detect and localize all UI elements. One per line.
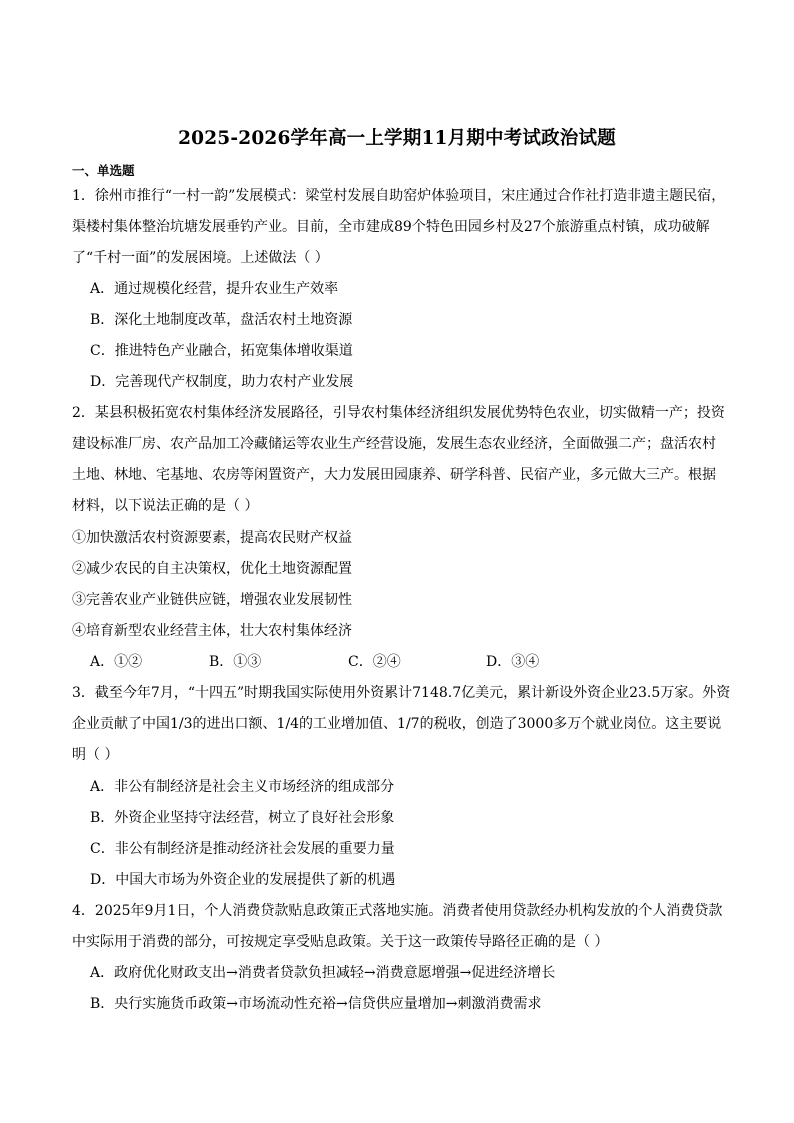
q4-stem-line: 中实际用于消费的部分，可按规定享受贴息政策。关于这一政策传导路径正确的是（ ） — [72, 934, 609, 950]
q4-stem-line: 4．2025年9月1日，个人消费贷款贴息政策正式落地实施。消费者使用贷款经办机构发放的个人消费贷款 — [72, 903, 723, 919]
q4-option-b: B．央行实施货币政策→市场流动性充裕→信贷供应量增加→刺激消费需求 — [90, 996, 542, 1012]
q4-option-a: A．政府优化财政支出→消费者贷款负担减轻→消费意愿增强→促进经济增长 — [90, 965, 556, 981]
q2-item-3: ③完善农业产业链供应链，增强农业发展韧性 — [72, 592, 352, 608]
q3-option-d: D．中国大市场为外资企业的发展提供了新的机遇 — [90, 872, 396, 888]
q3-option-b: B．外资企业坚持守法经营，树立了良好社会形象 — [90, 810, 395, 826]
q2-stem-line: 材料，以下说法正确的是（ ） — [72, 498, 259, 514]
q2-stem-line: 建设标准厂房、农产品加工冷藏储运等农业生产经营设施，发展生态农业经济，全面做强二产；盘活农村 — [72, 436, 716, 452]
q2-item-4: ④培育新型农业经营主体，壮大农村集体经济 — [72, 623, 352, 639]
q3-stem-line: 企业贡献了中国1/3的进出口额、1/4的工业增加值、1/7的税收，创造了3000多万个就业岗位。这主要说 — [72, 716, 722, 732]
q1-option-c: C．推进特色产业融合，拓宽集体增收渠道 — [90, 343, 353, 359]
q2-stem-line: 2．某县积极拓宽农村集体经济发展路径，引导农村集体经济组织发展优势特色农业，切实做精一产；投资 — [72, 405, 725, 421]
q2-item-2: ②减少农民的自主决策权，优化土地资源配置 — [72, 561, 352, 577]
q1-stem-line: 1．徐州市推行“一村一韵”发展模式：梁堂村发展自助窑炉体验项目，宋庄通过合作社打造非遗主题民宿， — [72, 188, 726, 204]
q2-choice-a: A．①② — [90, 654, 143, 670]
q1-option-a: A．通过规模化经营，提升农业生产效率 — [90, 281, 339, 297]
q1-option-d: D．完善现代产权制度，助力农村产业发展 — [90, 374, 354, 390]
q2-stem-line: 土地、林地、宅基地、农房等闲置资产，大力发展田园康养、研学科普、民宿产业，多元做大三产。根据 — [72, 467, 716, 483]
q1-stem-line: 渠楼村集体整治坑塘发展垂钓产业。目前，全市建成89个特色田园乡村及27个旅游重点村镇，成功破解 — [72, 219, 710, 235]
section-heading: 一、单选题 — [72, 163, 135, 178]
q2-item-1: ①加快激活农村资源要素，提高农民财产权益 — [72, 530, 352, 546]
q1-option-b: B．深化土地制度改革，盘活农村土地资源 — [90, 312, 353, 328]
q2-choice-b: B．①③ — [209, 654, 262, 670]
q2-choice-d: D．③④ — [486, 654, 540, 670]
q3-option-a: A．非公有制经济是社会主义市场经济的组成部分 — [90, 779, 395, 795]
exam-title: 2025-2026学年高一上学期11月期中考试政治试题 — [178, 128, 616, 149]
q3-stem-line: 明（ ） — [72, 747, 119, 763]
q1-stem-line: 了“千村一面”的发展困境。上述做法（ ） — [72, 250, 329, 266]
q3-stem-line: 3．截至今年7月，“十四五”时期我国实际使用外资累计7148.7亿美元，累计新设外资企业23.5万家。外资 — [72, 685, 731, 701]
q2-choice-c: C．②④ — [348, 654, 401, 670]
q3-option-c: C．非公有制经济是推动经济社会发展的重要力量 — [90, 841, 395, 857]
